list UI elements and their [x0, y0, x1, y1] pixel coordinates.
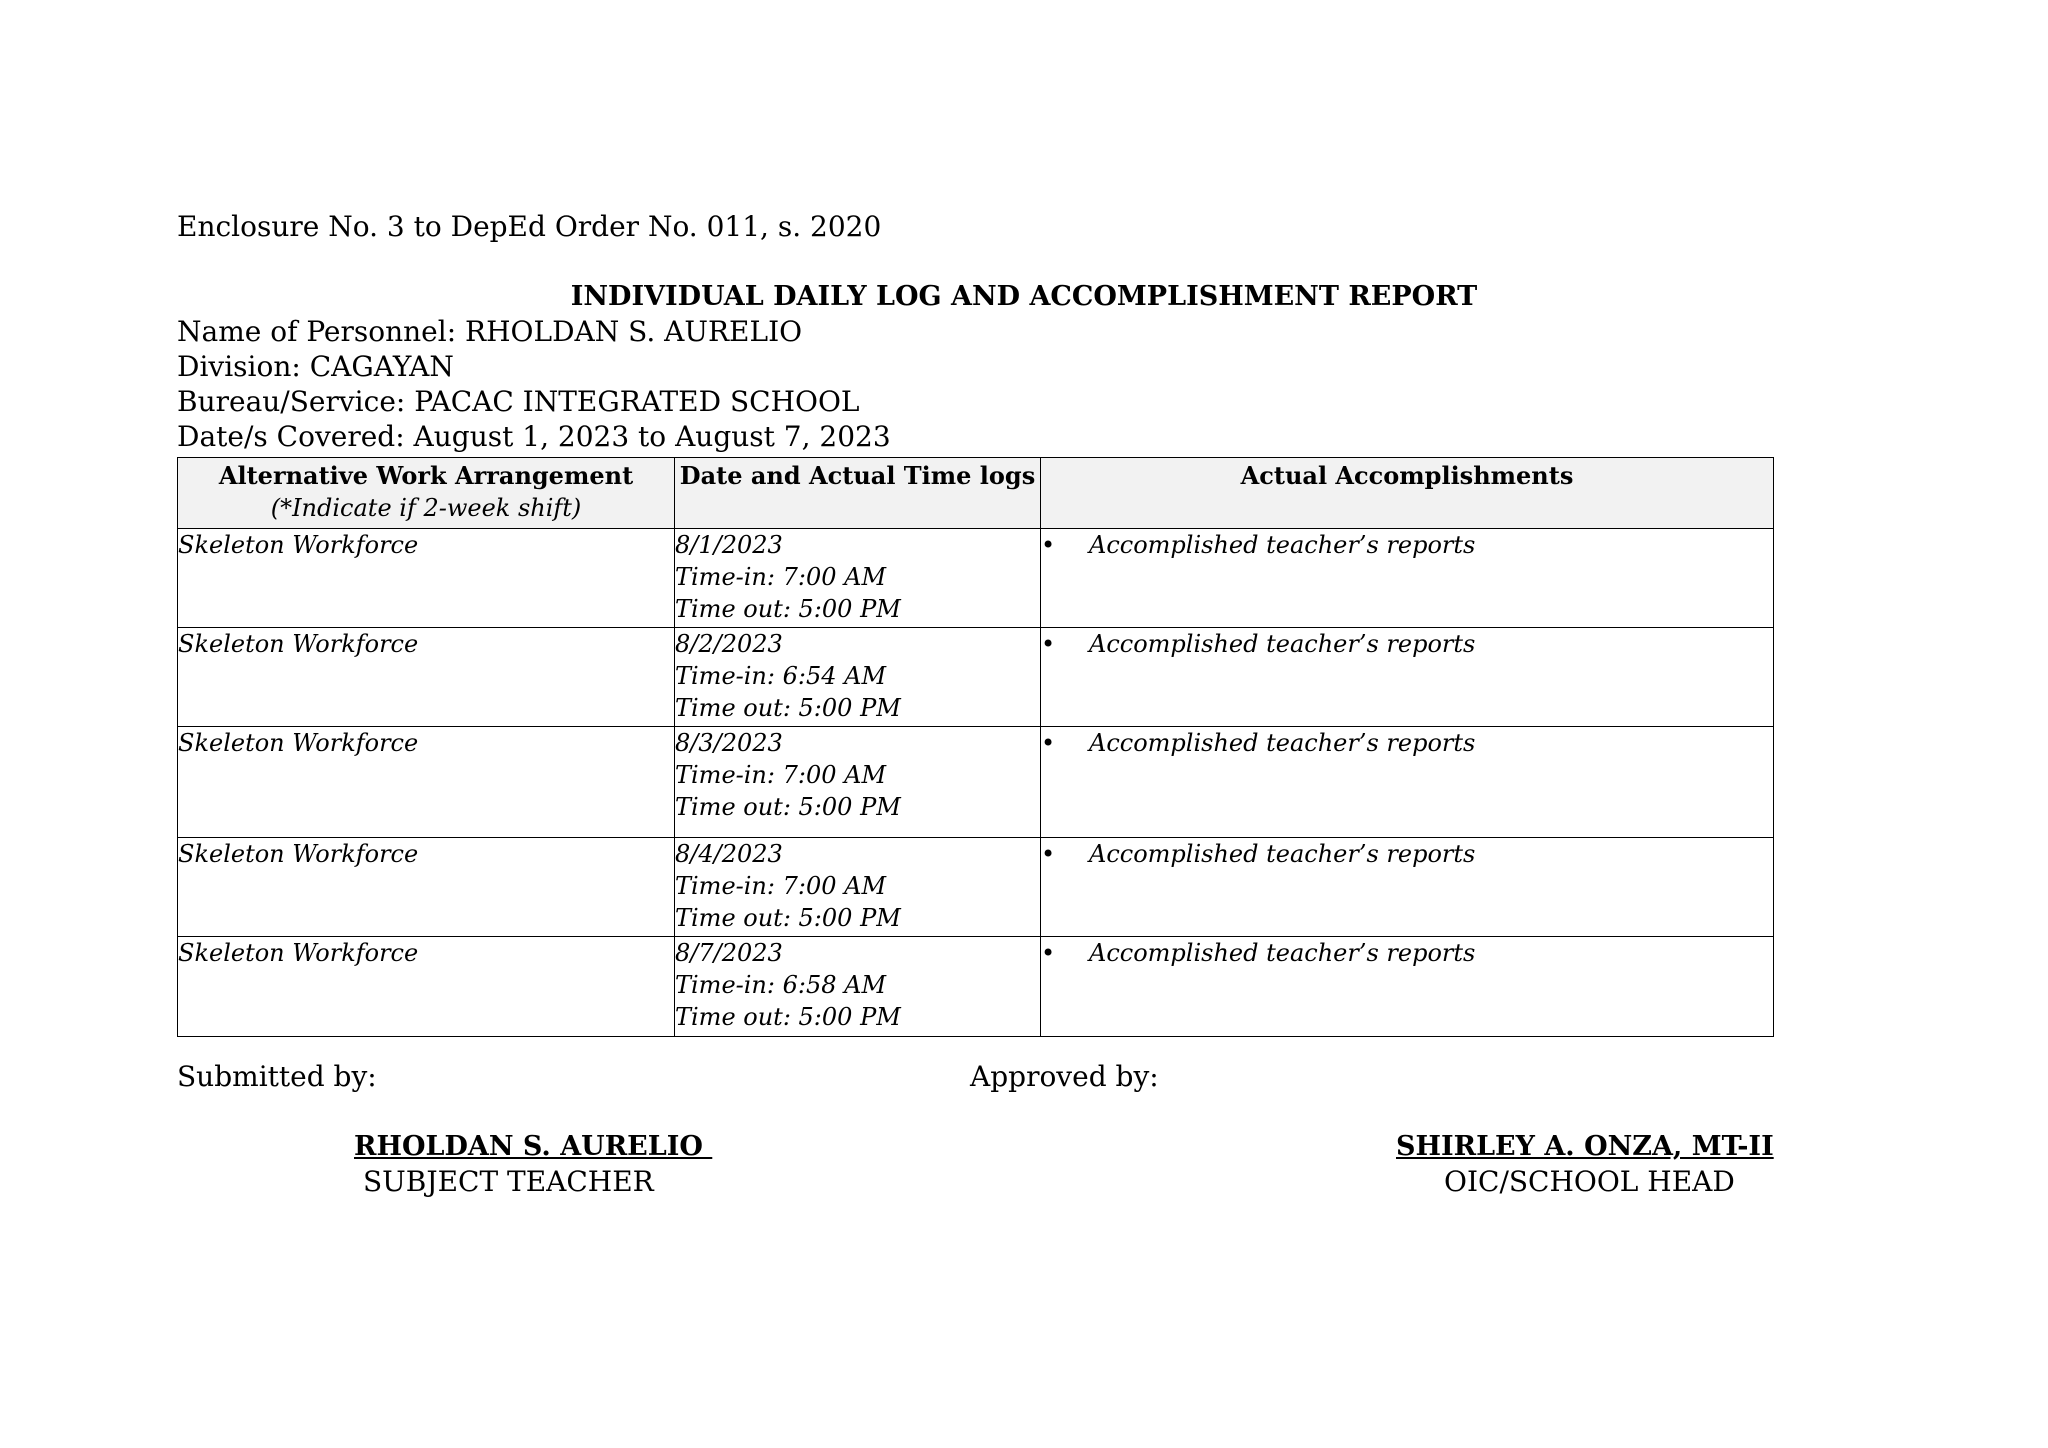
time-out: Time out: 5:00 PM: [675, 904, 901, 932]
accomplishment-cell: [1041, 628, 1774, 727]
report-title: INDIVIDUAL DAILY LOG AND ACCOMPLISHMENT REPORT: [570, 281, 1478, 312]
column-header-arrangement-note: (*Indicate if 2-week shift): [270, 494, 582, 522]
time-out: Time out: 5:00 PM: [675, 1003, 901, 1031]
log-date: 8/2/2023: [675, 630, 783, 658]
approved-by-label: Approved by:: [970, 1060, 1159, 1093]
enclosure-note: Enclosure No. 3 to DepEd Order No. 011, s. 2020: [177, 210, 882, 243]
arrangement-cell: Skeleton Workforce: [178, 937, 675, 1037]
time-log-cell: [675, 727, 1041, 838]
time-log-cell: [675, 529, 1041, 628]
time-out: Time out: 5:00 PM: [675, 595, 901, 623]
arrangement-cell: Skeleton Workforce: [178, 838, 675, 937]
bureau-service: Bureau/Service: PACAC INTEGRATED SCHOOL: [177, 385, 860, 418]
division: Division: CAGAYAN: [177, 350, 454, 383]
column-header-accomplishments: Actual Accomplishments: [1041, 458, 1774, 529]
time-out: Time out: 5:00 PM: [675, 793, 901, 821]
submitter-name: RHOLDAN S. AURELIO: [354, 1131, 713, 1162]
log-date: 8/3/2023: [675, 729, 783, 757]
accomplishment-text: Accomplished teacher’s reports: [1089, 939, 1476, 967]
time-in: Time-in: 6:58 AM: [675, 971, 887, 999]
bullet-icon: •: [1041, 939, 1056, 967]
dates-covered: Date/s Covered: August 1, 2023 to August 7, 2023: [177, 420, 891, 453]
bullet-icon: •: [1041, 840, 1056, 868]
table-row: [178, 838, 1774, 937]
log-date: 8/7/2023: [675, 939, 783, 967]
bullet-icon: •: [1041, 531, 1056, 559]
table-row: [178, 529, 1774, 628]
approver-title: OIC/SCHOOL HEAD: [1444, 1165, 1735, 1198]
table-row: [178, 727, 1774, 838]
accomplishment-cell: [1041, 727, 1774, 838]
accomplishment-text: Accomplished teacher’s reports: [1089, 840, 1476, 868]
accomplishment-text: Accomplished teacher’s reports: [1089, 630, 1476, 658]
time-log-cell: [675, 628, 1041, 727]
time-log-cell: [675, 937, 1041, 1037]
accomplishment-text: Accomplished teacher’s reports: [1089, 531, 1476, 559]
bullet-icon: •: [1041, 729, 1056, 757]
table-row: [178, 628, 1774, 727]
time-in: Time-in: 7:00 AM: [675, 563, 887, 591]
column-header-datetime: Date and Actual Time logs: [675, 458, 1041, 529]
daily-log-table: [177, 457, 1774, 1037]
accomplishment-cell: [1041, 937, 1774, 1037]
arrangement-cell: Skeleton Workforce: [178, 529, 675, 628]
time-in: Time-in: 7:00 AM: [675, 872, 887, 900]
submitter-title: SUBJECT TEACHER: [363, 1165, 654, 1198]
accomplishment-cell: [1041, 838, 1774, 937]
personnel-name: Name of Personnel: RHOLDAN S. AURELIO: [177, 315, 803, 348]
column-header-arrangement: [178, 458, 675, 529]
column-header-arrangement-label: Alternative Work Arrangement: [218, 461, 634, 490]
bullet-icon: •: [1041, 630, 1056, 658]
table-row: [178, 937, 1774, 1037]
time-out: Time out: 5:00 PM: [675, 694, 901, 722]
table-header-row: [178, 458, 1774, 529]
approver-name: SHIRLEY A. ONZA, MT-II: [1396, 1131, 1774, 1162]
accomplishment-text: Accomplished teacher’s reports: [1089, 729, 1476, 757]
arrangement-cell: Skeleton Workforce: [178, 727, 675, 838]
submitted-by-label: Submitted by:: [177, 1060, 377, 1093]
time-in: Time-in: 7:00 AM: [675, 761, 887, 789]
accomplishment-cell: [1041, 529, 1774, 628]
arrangement-cell: Skeleton Workforce: [178, 628, 675, 727]
time-in: Time-in: 6:54 AM: [675, 662, 887, 690]
log-date: 8/4/2023: [675, 840, 783, 868]
time-log-cell: [675, 838, 1041, 937]
log-date: 8/1/2023: [675, 531, 783, 559]
